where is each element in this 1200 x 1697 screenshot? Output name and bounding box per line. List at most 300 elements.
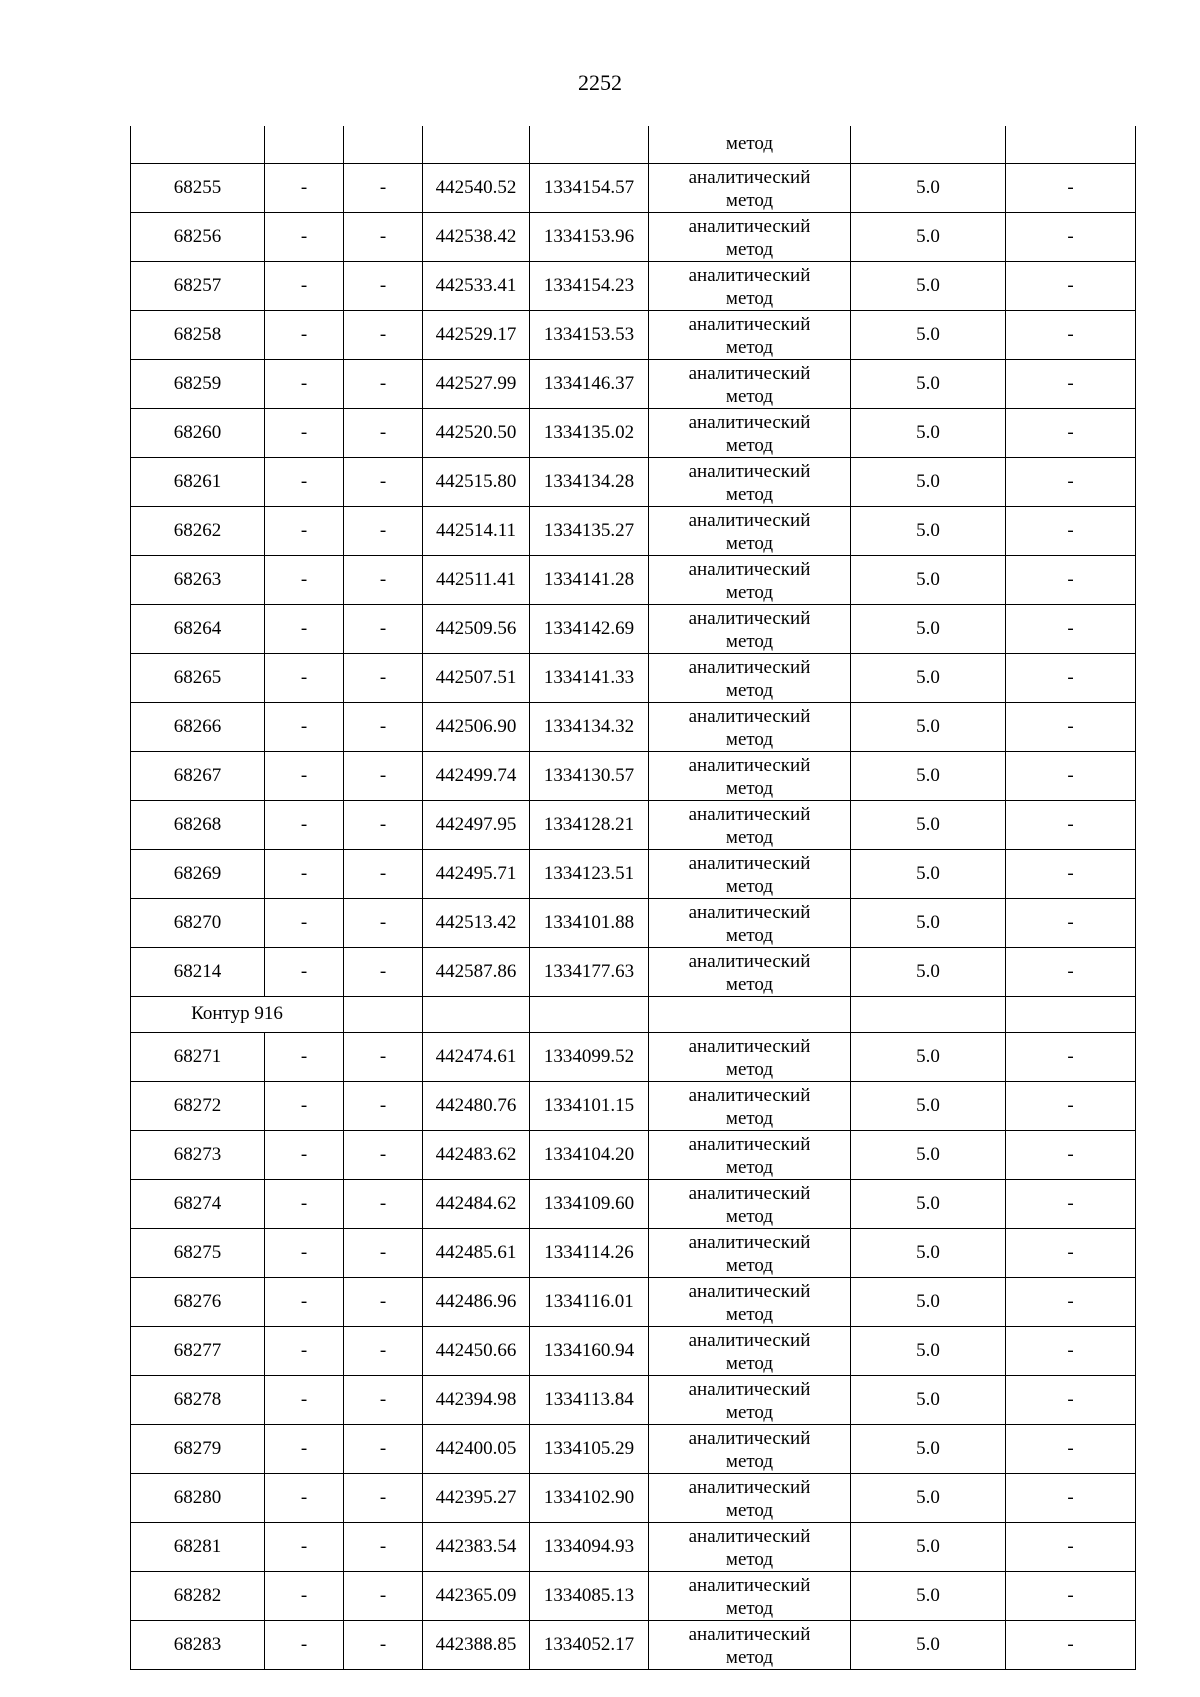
point-number-cell: 68273 <box>131 1130 265 1179</box>
dash-cell: - <box>265 751 344 800</box>
dash-cell: - <box>344 1522 423 1571</box>
method-line-2: метод <box>725 532 774 554</box>
dash-cell: - <box>344 261 423 310</box>
dash-cell: - <box>344 1228 423 1277</box>
y-coordinate-cell: 1334116.01 <box>530 1277 649 1326</box>
method-line-2: метод <box>725 385 774 407</box>
method-cell <box>649 751 851 800</box>
method-cell <box>649 1179 851 1228</box>
dash-cell: - <box>1006 751 1136 800</box>
method-cell <box>649 310 851 359</box>
dash-cell: - <box>344 1571 423 1620</box>
method-line-1: аналитический <box>688 1182 811 1204</box>
dash-cell: - <box>265 506 344 555</box>
y-coordinate-cell: 1334085.13 <box>530 1571 649 1620</box>
point-number-cell: 68268 <box>131 800 265 849</box>
y-coordinate-cell: 1334153.53 <box>530 310 649 359</box>
method-cell <box>649 1130 851 1179</box>
method-line-1: аналитический <box>688 950 811 972</box>
x-coordinate-cell: 442484.62 <box>423 1179 530 1228</box>
x-coordinate-cell: 442365.09 <box>423 1571 530 1620</box>
table-cell <box>344 996 423 1032</box>
dash-cell: - <box>1006 1228 1136 1277</box>
accuracy-cell: 5.0 <box>851 653 1006 702</box>
method-line-2: метод <box>725 1156 774 1178</box>
dash-cell: - <box>1006 1032 1136 1081</box>
method-line-2: метод <box>725 1058 774 1080</box>
table-cell <box>851 996 1006 1032</box>
dash-cell: - <box>344 212 423 261</box>
point-number-cell: 68275 <box>131 1228 265 1277</box>
x-coordinate-cell: 442474.61 <box>423 1032 530 1081</box>
method-line-1: аналитический <box>688 362 811 384</box>
dash-cell: - <box>1006 212 1136 261</box>
method-line-2: метод <box>725 1107 774 1129</box>
dash-cell: - <box>344 1326 423 1375</box>
point-number-cell: 68283 <box>131 1620 265 1669</box>
dash-cell: - <box>265 604 344 653</box>
method-cell <box>649 653 851 702</box>
dash-cell: - <box>265 1081 344 1130</box>
method-line-2: метод <box>725 630 774 652</box>
accuracy-cell: 5.0 <box>851 800 1006 849</box>
dash-cell: - <box>344 800 423 849</box>
table-row <box>131 1179 1136 1228</box>
table-row <box>131 555 1136 604</box>
x-coordinate-cell: 442509.56 <box>423 604 530 653</box>
accuracy-cell: 5.0 <box>851 947 1006 996</box>
x-coordinate-cell: 442529.17 <box>423 310 530 359</box>
method-line-1: аналитический <box>688 1231 811 1253</box>
table-row <box>131 653 1136 702</box>
method-line-2: метод <box>725 875 774 897</box>
point-number-cell: 68274 <box>131 1179 265 1228</box>
dash-cell: - <box>1006 1081 1136 1130</box>
dash-cell: - <box>265 1522 344 1571</box>
point-number-cell: 68255 <box>131 163 265 212</box>
accuracy-cell: 5.0 <box>851 604 1006 653</box>
y-coordinate-cell: 1334135.02 <box>530 408 649 457</box>
x-coordinate-cell: 442538.42 <box>423 212 530 261</box>
table-row <box>131 1326 1136 1375</box>
method-line-1: аналитический <box>688 803 811 825</box>
method-cell <box>649 1032 851 1081</box>
dash-cell: - <box>1006 898 1136 947</box>
accuracy-cell: 5.0 <box>851 849 1006 898</box>
method-cell <box>649 457 851 506</box>
table-cell <box>649 996 851 1032</box>
method-line-1: аналитический <box>688 558 811 580</box>
point-number-cell: 68261 <box>131 457 265 506</box>
table-row <box>131 1130 1136 1179</box>
table-row <box>131 702 1136 751</box>
accuracy-cell: 5.0 <box>851 1522 1006 1571</box>
point-number-cell: 68278 <box>131 1375 265 1424</box>
method-line-1: аналитический <box>688 1525 811 1547</box>
method-cell <box>649 1326 851 1375</box>
table-row <box>131 1522 1136 1571</box>
method-line-1: аналитический <box>688 901 811 923</box>
point-number-cell: 68263 <box>131 555 265 604</box>
method-line-2: метод <box>725 1499 774 1521</box>
table-cell <box>1006 126 1136 163</box>
accuracy-cell: 5.0 <box>851 1326 1006 1375</box>
dash-cell: - <box>265 1375 344 1424</box>
method-line-2: метод <box>725 1450 774 1472</box>
point-number-cell: 68266 <box>131 702 265 751</box>
x-coordinate-cell: 442513.42 <box>423 898 530 947</box>
table-cell <box>423 126 530 163</box>
table-row <box>131 310 1136 359</box>
y-coordinate-cell: 1334123.51 <box>530 849 649 898</box>
accuracy-cell: 5.0 <box>851 1032 1006 1081</box>
dash-cell: - <box>265 359 344 408</box>
accuracy-cell: 5.0 <box>851 1179 1006 1228</box>
point-number-cell: 68269 <box>131 849 265 898</box>
dash-cell: - <box>265 1228 344 1277</box>
method-line-1: аналитический <box>688 1623 811 1645</box>
method-line-2: метод <box>725 679 774 701</box>
method-line-2: метод <box>725 826 774 848</box>
method-line-2: метод <box>725 238 774 260</box>
y-coordinate-cell: 1334114.26 <box>530 1228 649 1277</box>
x-coordinate-cell: 442394.98 <box>423 1375 530 1424</box>
table-row <box>131 506 1136 555</box>
dash-cell: - <box>265 1032 344 1081</box>
method-cell: метод <box>649 126 851 163</box>
table-row <box>131 1473 1136 1522</box>
dash-cell: - <box>1006 310 1136 359</box>
dash-cell: - <box>344 359 423 408</box>
dash-cell: - <box>344 1277 423 1326</box>
accuracy-cell: 5.0 <box>851 1277 1006 1326</box>
x-coordinate-cell: 442515.80 <box>423 457 530 506</box>
table-row <box>131 1032 1136 1081</box>
x-coordinate-cell: 442495.71 <box>423 849 530 898</box>
method-line-1: аналитический <box>688 215 811 237</box>
table-row <box>131 1277 1136 1326</box>
point-number-cell: 68267 <box>131 751 265 800</box>
dash-cell: - <box>1006 261 1136 310</box>
point-number-cell: 68264 <box>131 604 265 653</box>
point-number-cell: 68281 <box>131 1522 265 1571</box>
y-coordinate-cell: 1334135.27 <box>530 506 649 555</box>
dash-cell: - <box>344 310 423 359</box>
y-coordinate-cell: 1334141.33 <box>530 653 649 702</box>
point-number-cell: 68259 <box>131 359 265 408</box>
dash-cell: - <box>1006 1130 1136 1179</box>
dash-cell: - <box>1006 457 1136 506</box>
dash-cell: - <box>1006 1424 1136 1473</box>
y-coordinate-cell: 1334109.60 <box>530 1179 649 1228</box>
point-number-cell: 68265 <box>131 653 265 702</box>
method-line-2: метод <box>725 189 774 211</box>
method-line-2: метод <box>725 287 774 309</box>
dash-cell: - <box>265 1571 344 1620</box>
table-row <box>131 1571 1136 1620</box>
table-cell <box>423 996 530 1032</box>
method-line-1: аналитический <box>688 1476 811 1498</box>
dash-cell: - <box>344 849 423 898</box>
accuracy-cell: 5.0 <box>851 1424 1006 1473</box>
method-line-1: аналитический <box>688 1280 811 1302</box>
dash-cell: - <box>1006 849 1136 898</box>
y-coordinate-cell: 1334101.15 <box>530 1081 649 1130</box>
accuracy-cell: 5.0 <box>851 408 1006 457</box>
contour-header-row <box>131 996 1136 1032</box>
method-cell <box>649 1620 851 1669</box>
dash-cell: - <box>265 1130 344 1179</box>
x-coordinate-cell: 442520.50 <box>423 408 530 457</box>
y-coordinate-cell: 1334130.57 <box>530 751 649 800</box>
table-row <box>131 849 1136 898</box>
y-coordinate-cell: 1334134.32 <box>530 702 649 751</box>
y-coordinate-cell: 1334141.28 <box>530 555 649 604</box>
dash-cell: - <box>265 457 344 506</box>
dash-cell: - <box>1006 1620 1136 1669</box>
x-coordinate-cell: 442395.27 <box>423 1473 530 1522</box>
dash-cell: - <box>344 653 423 702</box>
accuracy-cell: 5.0 <box>851 555 1006 604</box>
method-line-1: аналитический <box>688 509 811 531</box>
method-line-2: метод <box>725 777 774 799</box>
dash-cell: - <box>1006 800 1136 849</box>
dash-cell: - <box>265 800 344 849</box>
method-line-1: аналитический <box>688 264 811 286</box>
y-coordinate-cell: 1334154.23 <box>530 261 649 310</box>
accuracy-cell: 5.0 <box>851 1375 1006 1424</box>
dash-cell: - <box>1006 506 1136 555</box>
method-cell <box>649 604 851 653</box>
dash-cell: - <box>344 163 423 212</box>
method-line-1: аналитический <box>688 1084 811 1106</box>
dash-cell: - <box>344 1032 423 1081</box>
dash-cell: - <box>265 212 344 261</box>
accuracy-cell: 5.0 <box>851 702 1006 751</box>
dash-cell: - <box>265 947 344 996</box>
y-coordinate-cell: 1334113.84 <box>530 1375 649 1424</box>
table-row <box>131 457 1136 506</box>
x-coordinate-cell: 442483.62 <box>423 1130 530 1179</box>
table-row <box>131 1424 1136 1473</box>
x-coordinate-cell: 442486.96 <box>423 1277 530 1326</box>
method-cell <box>649 359 851 408</box>
accuracy-cell: 5.0 <box>851 751 1006 800</box>
dash-cell: - <box>344 1081 423 1130</box>
x-coordinate-cell: 442497.95 <box>423 800 530 849</box>
dash-cell: - <box>265 1424 344 1473</box>
x-coordinate-cell: 442511.41 <box>423 555 530 604</box>
method-line-2: метод <box>725 483 774 505</box>
point-number-cell: 68276 <box>131 1277 265 1326</box>
dash-cell: - <box>265 1620 344 1669</box>
y-coordinate-cell: 1334052.17 <box>530 1620 649 1669</box>
dash-cell: - <box>265 653 344 702</box>
dash-cell: - <box>265 849 344 898</box>
table-row <box>131 408 1136 457</box>
table-cell <box>131 126 265 163</box>
point-number-cell: 68282 <box>131 1571 265 1620</box>
method-line-1: аналитический <box>688 411 811 433</box>
table-row <box>131 1620 1136 1669</box>
dash-cell: - <box>344 408 423 457</box>
accuracy-cell: 5.0 <box>851 261 1006 310</box>
method-cell <box>649 947 851 996</box>
table-row <box>131 1081 1136 1130</box>
point-number-cell: 68279 <box>131 1424 265 1473</box>
table-cell <box>265 126 344 163</box>
point-number-cell: 68257 <box>131 261 265 310</box>
point-number-cell: 68270 <box>131 898 265 947</box>
y-coordinate-cell: 1334128.21 <box>530 800 649 849</box>
method-cell <box>649 1277 851 1326</box>
table-cell <box>530 126 649 163</box>
dash-cell: - <box>265 1473 344 1522</box>
dash-cell: - <box>265 1326 344 1375</box>
dash-cell: - <box>344 751 423 800</box>
method-cell <box>649 1081 851 1130</box>
dash-cell: - <box>1006 163 1136 212</box>
table-row <box>131 604 1136 653</box>
dash-cell: - <box>1006 702 1136 751</box>
x-coordinate-cell: 442527.99 <box>423 359 530 408</box>
method-line-1: аналитический <box>688 313 811 335</box>
dash-cell: - <box>344 555 423 604</box>
method-line-1: аналитический <box>688 754 811 776</box>
point-number-cell: 68214 <box>131 947 265 996</box>
dash-cell: - <box>265 555 344 604</box>
dash-cell: - <box>1006 408 1136 457</box>
method-cell <box>649 1522 851 1571</box>
point-number-cell: 68272 <box>131 1081 265 1130</box>
dash-cell: - <box>265 261 344 310</box>
y-coordinate-cell: 1334146.37 <box>530 359 649 408</box>
dash-cell: - <box>344 457 423 506</box>
table-row <box>131 947 1136 996</box>
y-coordinate-cell: 1334142.69 <box>530 604 649 653</box>
dash-cell: - <box>344 1620 423 1669</box>
method-cell <box>649 1228 851 1277</box>
table-row <box>131 359 1136 408</box>
x-coordinate-cell: 442587.86 <box>423 947 530 996</box>
dash-cell: - <box>265 1277 344 1326</box>
dash-cell: - <box>1006 1571 1136 1620</box>
method-line-1: аналитический <box>688 607 811 629</box>
dash-cell: - <box>344 506 423 555</box>
contour-label: Контур 916 <box>131 996 344 1032</box>
x-coordinate-cell: 442383.54 <box>423 1522 530 1571</box>
accuracy-cell: 5.0 <box>851 163 1006 212</box>
accuracy-cell: 5.0 <box>851 359 1006 408</box>
method-cell <box>649 1473 851 1522</box>
dash-cell: - <box>265 1179 344 1228</box>
table-row <box>131 163 1136 212</box>
method-line-1: аналитический <box>688 166 811 188</box>
method-cell <box>649 212 851 261</box>
method-line-2: метод <box>725 434 774 456</box>
y-coordinate-cell: 1334099.52 <box>530 1032 649 1081</box>
accuracy-cell: 5.0 <box>851 506 1006 555</box>
method-line-2: метод <box>725 336 774 358</box>
accuracy-cell: 5.0 <box>851 1620 1006 1669</box>
dash-cell: - <box>344 947 423 996</box>
y-coordinate-cell: 1334153.96 <box>530 212 649 261</box>
method-cell <box>649 163 851 212</box>
dash-cell: - <box>344 1130 423 1179</box>
method-line-1: аналитический <box>688 656 811 678</box>
method-line-2: метод <box>725 581 774 603</box>
dash-cell: - <box>1006 653 1136 702</box>
point-number-cell: 68271 <box>131 1032 265 1081</box>
dash-cell: - <box>344 604 423 653</box>
dash-cell: - <box>1006 947 1136 996</box>
method-line-2: метод <box>725 1352 774 1374</box>
dash-cell: - <box>265 310 344 359</box>
page-number: 2252 <box>578 70 622 95</box>
dash-cell: - <box>1006 1375 1136 1424</box>
dash-cell: - <box>344 1179 423 1228</box>
dash-cell: - <box>344 1424 423 1473</box>
accuracy-cell: 5.0 <box>851 1228 1006 1277</box>
method-line-1: аналитический <box>688 1378 811 1400</box>
method-line-1: аналитический <box>688 1035 811 1057</box>
dash-cell: - <box>1006 604 1136 653</box>
y-coordinate-cell: 1334102.90 <box>530 1473 649 1522</box>
method-line-1: аналитический <box>688 1329 811 1351</box>
x-coordinate-cell: 442485.61 <box>423 1228 530 1277</box>
accuracy-cell: 5.0 <box>851 212 1006 261</box>
method-cell <box>649 800 851 849</box>
x-coordinate-cell: 442450.66 <box>423 1326 530 1375</box>
dash-cell: - <box>344 702 423 751</box>
point-number-cell: 68262 <box>131 506 265 555</box>
table-row <box>131 1375 1136 1424</box>
method-line-2: метод <box>725 1548 774 1570</box>
method-cell <box>649 1375 851 1424</box>
point-number-cell: 68256 <box>131 212 265 261</box>
table-cell <box>851 126 1006 163</box>
method-line-2: метод <box>725 1401 774 1423</box>
dash-cell: - <box>1006 1179 1136 1228</box>
point-number-cell: 68277 <box>131 1326 265 1375</box>
table-row <box>131 261 1136 310</box>
table-row <box>131 212 1136 261</box>
x-coordinate-cell: 442480.76 <box>423 1081 530 1130</box>
x-coordinate-cell: 442506.90 <box>423 702 530 751</box>
continued-row <box>131 126 1136 163</box>
accuracy-cell: 5.0 <box>851 310 1006 359</box>
table-cell <box>1006 996 1136 1032</box>
dash-cell: - <box>1006 1326 1136 1375</box>
x-coordinate-cell: 442507.51 <box>423 653 530 702</box>
method-line-2: метод <box>725 924 774 946</box>
method-cell <box>649 555 851 604</box>
table-row <box>131 1228 1136 1277</box>
dash-cell: - <box>265 898 344 947</box>
dash-cell: - <box>1006 1277 1136 1326</box>
method-line-2: метод <box>725 1597 774 1619</box>
method-line-2: метод <box>725 1646 774 1668</box>
accuracy-cell: 5.0 <box>851 457 1006 506</box>
x-coordinate-cell: 442388.85 <box>423 1620 530 1669</box>
method-cell <box>649 261 851 310</box>
x-coordinate-cell: 442533.41 <box>423 261 530 310</box>
y-coordinate-cell: 1334154.57 <box>530 163 649 212</box>
y-coordinate-cell: 1334105.29 <box>530 1424 649 1473</box>
y-coordinate-cell: 1334104.20 <box>530 1130 649 1179</box>
dash-cell: - <box>1006 555 1136 604</box>
method-cell <box>649 1424 851 1473</box>
